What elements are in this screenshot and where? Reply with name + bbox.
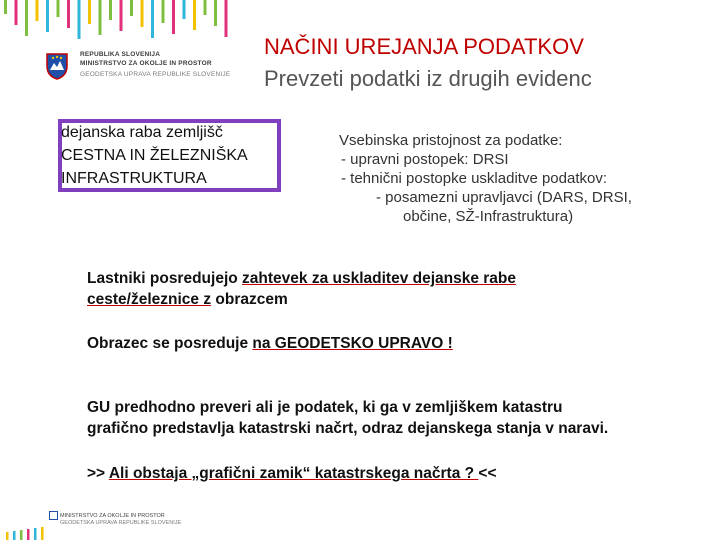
stripe [6, 532, 9, 540]
land-use-line: CESTNA IN ŽELEZNIŠKA [61, 147, 248, 164]
logo-line-survey: GEODETSKA UPRAVA REPUBLIKE SLOVENIJE [80, 71, 231, 78]
stripe [34, 528, 37, 540]
stripe [172, 0, 175, 34]
stripe [183, 0, 186, 19]
para-underlined: na GEODETSKO UPRAVO ! [252, 335, 453, 352]
footer-logo-text [60, 513, 181, 527]
competence-list [339, 131, 632, 226]
para-line: grafično predstavlja katastrski načrt, odraz dejanskega stanja v naravi. [87, 420, 609, 437]
stripe [120, 0, 123, 31]
para-text: << [478, 465, 497, 482]
stripe [25, 0, 28, 36]
logo-line-republic: REPUBLIKA SLOVENIJA [80, 51, 161, 58]
stripe [162, 0, 165, 23]
stripe [41, 527, 44, 540]
stripe [141, 0, 144, 27]
paragraph-question [87, 463, 497, 484]
stripe [214, 0, 217, 26]
paragraph-form [87, 333, 453, 354]
stripe [57, 0, 60, 17]
competence-item: - upravni postopek: DRSI [341, 151, 509, 168]
stripe [15, 0, 18, 25]
page-title: NAČINI UREJANJA PODATKOV [264, 34, 584, 59]
stripe [78, 0, 81, 39]
paragraph-owners [87, 268, 647, 310]
para-underlined: zahtevek za uskladitev dejanske rabe [242, 270, 517, 287]
para-text: >> [87, 465, 109, 482]
para-underlined: Ali obstaja „grafični zamik“ katastrskega načrta ? [108, 465, 479, 482]
footer-logo-line: GEODETSKA UPRAVA REPUBLIKE SLOVENIJE [60, 520, 182, 526]
stripe [36, 0, 39, 21]
decorative-stripes-bottom [4, 510, 48, 540]
logo-mark-icon [49, 511, 58, 520]
stripe [151, 0, 154, 38]
competence-item: - tehnični postopke uskladitve podatkov: [341, 170, 607, 187]
competence-heading: Vsebinska pristojnost za podatke: [339, 132, 563, 149]
para-text: obrazcem [211, 291, 288, 308]
stripe [27, 529, 30, 540]
page-subtitle: Prevzeti podatki iz drugih evidenc [264, 66, 592, 91]
stripe [88, 0, 91, 24]
stripe [204, 0, 207, 15]
land-use-text [61, 121, 248, 190]
land-use-line: INFRASTRUKTURA [61, 170, 207, 187]
stripe [67, 0, 70, 28]
para-underlined: ceste/železnice z [87, 291, 212, 308]
paragraph-check [87, 397, 608, 439]
stripe [4, 0, 7, 14]
stripe [109, 0, 112, 20]
stripe [193, 0, 196, 30]
competence-item: - posamezni upravljavci (DARS, DRSI, [376, 189, 632, 206]
stripe [20, 530, 23, 540]
para-text: Obrazec se posreduje [87, 335, 253, 352]
land-use-line: dejanska raba zemljišč [61, 124, 223, 141]
footer-logo-line: MINISTRSTVO ZA OKOLJE IN PROSTOR [60, 513, 165, 519]
stripe [99, 0, 102, 35]
coat-of-arms-icon [45, 52, 69, 80]
stripe [130, 0, 133, 16]
stripe [225, 0, 228, 37]
stripe [13, 531, 16, 540]
competence-item-cont: občine, SŽ-Infrastruktura) [403, 208, 574, 225]
stripe [46, 0, 49, 32]
ministry-logo-text [80, 51, 230, 80]
logo-line-ministry: MINISTRSTVO ZA OKOLJE IN PROSTOR [80, 59, 212, 67]
para-line: GU predhodno preveri ali je podatek, ki ga v zemljiškem katastru [87, 399, 563, 416]
para-text: Lastniki posredujejo [87, 270, 243, 287]
